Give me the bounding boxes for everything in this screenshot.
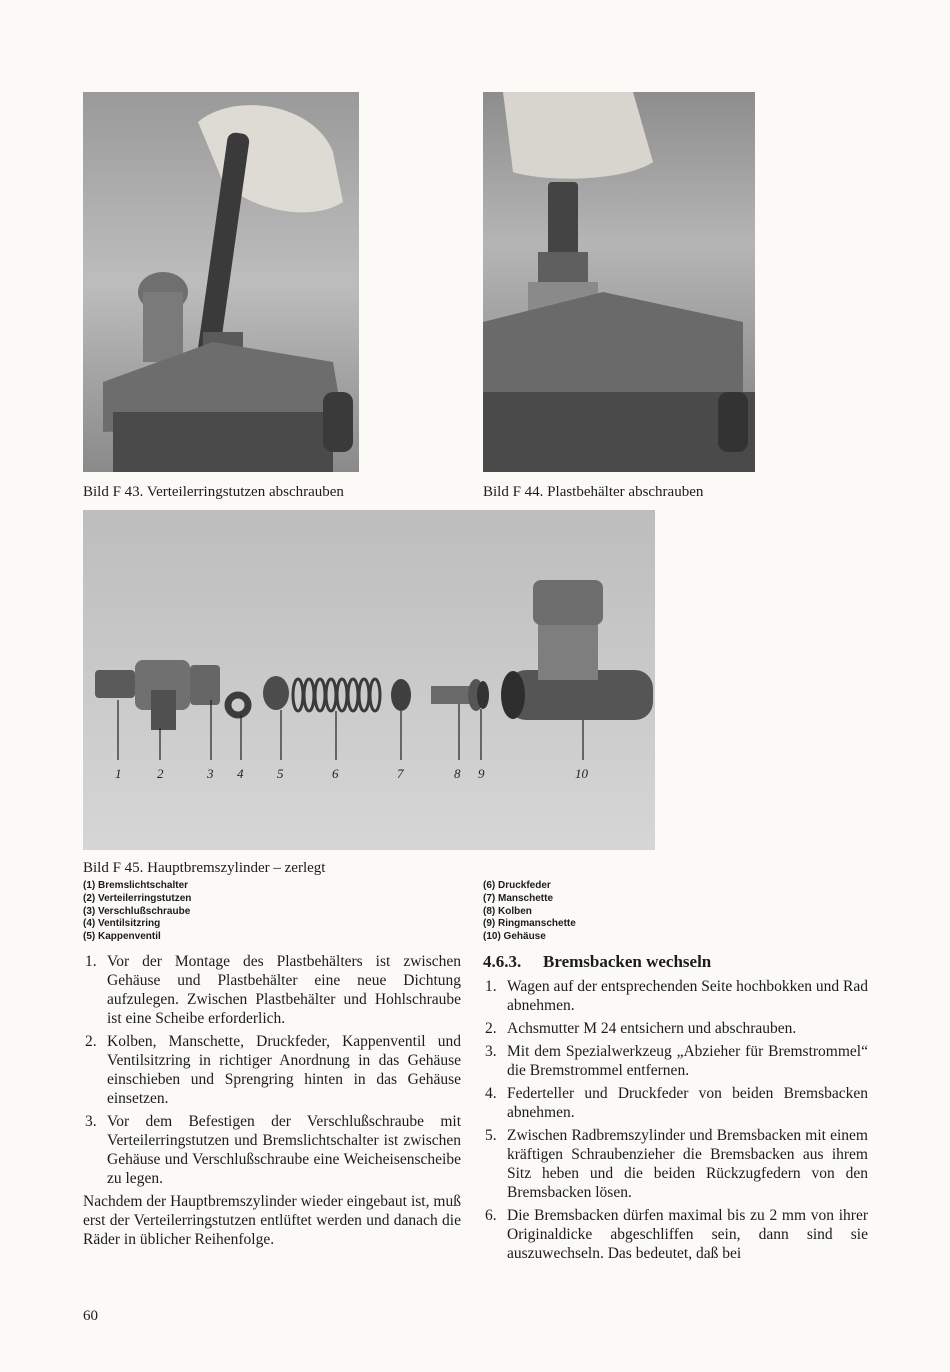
list-item bbox=[483, 1206, 868, 1263]
list-item-number: 2. bbox=[85, 1033, 97, 1050]
section-number: 4.6.3. bbox=[483, 952, 522, 971]
part-label-6: 6 bbox=[332, 766, 339, 781]
photo-f45-drawing bbox=[83, 510, 655, 850]
legend-item: (7) Manschette bbox=[483, 892, 554, 904]
part-label-8: 8 bbox=[454, 766, 461, 781]
list-item bbox=[483, 1042, 868, 1080]
section-title: Bremsbacken wechseln bbox=[543, 952, 712, 971]
caption-f43: Bild F 43. Verteilerringstutzen abschrauben bbox=[83, 484, 344, 500]
legend-item: (8) Kolben bbox=[483, 905, 532, 917]
list-item-text: Vor der Montage des Plastbehälters ist zwischen Gehäuse und Plastbehälter eine neue Dichtung aufzulegen. Zwischen Plastbehälter und Hohlschraube ist eine Scheibe erforderlich. bbox=[107, 953, 461, 1027]
photo-f45 bbox=[83, 510, 655, 850]
part-label-1: 1 bbox=[115, 766, 122, 781]
list-item-number: 3. bbox=[485, 1043, 497, 1060]
closing-paragraph: Nachdem der Hauptbremszylinder wieder eingebaut ist, muß erst der Verteilerringstutzen entlüftet werden und danach die Räder in üblicher Reihenfolge. bbox=[83, 1193, 461, 1248]
photo-f44-drawing bbox=[483, 92, 755, 472]
legend-item: (10) Gehäuse bbox=[483, 931, 546, 943]
legend-item: (1) Bremslichtschalter bbox=[83, 880, 189, 891]
list-item-number: 1. bbox=[85, 953, 97, 970]
caption-f44: Bild F 44. Plastbehälter abschrauben bbox=[483, 484, 704, 500]
list-item bbox=[483, 1084, 868, 1122]
list-item-number: 5. bbox=[485, 1127, 497, 1144]
list-item-number: 2. bbox=[485, 1020, 497, 1037]
list-item bbox=[83, 1112, 461, 1188]
legend-item: (4) Ventilsitzring bbox=[83, 918, 161, 930]
part-label-10: 10 bbox=[575, 766, 588, 781]
part-label-4: 4 bbox=[237, 766, 244, 781]
list-item bbox=[483, 1126, 868, 1202]
list-item bbox=[483, 1019, 868, 1038]
list-item-text: Die Bremsbacken dürfen maximal bis zu 2 mm von ihrer Originaldicke abgeschliffen sein, dann sind sie auszuwechseln. Das bedeutet, daß bei bbox=[507, 1207, 868, 1262]
legend-item: (6) Druckfeder bbox=[483, 880, 551, 891]
list-item-text: Vor dem Befestigen der Verschlußschraube mit Verteilerringstutzen und Bremslichtschalter ist zwischen Gehäuse und Verschlußschraube eine Weicheisenscheibe zu legen. bbox=[107, 1113, 461, 1187]
part-label-3: 3 bbox=[207, 766, 214, 781]
list-item-text: Mit dem Spezialwerkzeug „Abzieher für Bremstrommel“ die Bremstrommel entfernen. bbox=[507, 1043, 868, 1079]
legend-item: (3) Verschlußschraube bbox=[83, 905, 191, 917]
caption-f45: Bild F 45. Hauptbremszylinder – zerlegt bbox=[83, 860, 326, 876]
list-item-number: 4. bbox=[485, 1085, 497, 1102]
part-label-5: 5 bbox=[277, 766, 284, 781]
page-number: 60 bbox=[83, 1308, 98, 1324]
part-label-2: 2 bbox=[157, 766, 164, 781]
list-item-number: 6. bbox=[485, 1207, 497, 1224]
part-label-7: 7 bbox=[397, 766, 404, 781]
list-item-text: Zwischen Radbremszylinder und Bremsbacken mit einem kräftigen Schraubenzieher die Bremsbacken aus ihrem Sitz heben und die beiden Rückzugfedern von den Bremsbacken lösen. bbox=[507, 1127, 868, 1201]
list-item-text: Kolben, Manschette, Druckfeder, Kappenventil und Ventilsitzring in richtiger Anordnung in das Gehäuse einschieben und Sprengring hinten in das Gehäuse einsetzen. bbox=[107, 1033, 461, 1107]
section-heading bbox=[483, 952, 868, 971]
list-item bbox=[483, 977, 868, 1015]
legend-item: (5) Kappenventil bbox=[83, 931, 161, 943]
list-item bbox=[83, 952, 461, 1028]
photo-f43-drawing bbox=[83, 92, 359, 472]
list-item-number: 3. bbox=[85, 1113, 97, 1130]
list-item-text: Federteller und Druckfeder von beiden Bremsbacken abnehmen. bbox=[507, 1085, 868, 1121]
part-label-9: 9 bbox=[478, 766, 485, 781]
list-item bbox=[83, 1032, 461, 1108]
legend-left bbox=[83, 880, 191, 944]
photo-f44 bbox=[483, 92, 755, 472]
legend-item: (2) Verteilerringstutzen bbox=[83, 892, 192, 904]
list-item-text: Achsmutter M 24 entsichern und abschrauben. bbox=[507, 1020, 797, 1037]
legend-item: (9) Ringmanschette bbox=[483, 918, 576, 930]
legend-right bbox=[483, 880, 576, 944]
list-item-text: Wagen auf der entsprechenden Seite hochbokken und Rad abnehmen. bbox=[507, 978, 868, 1014]
right-column bbox=[483, 952, 868, 1267]
photo-f43 bbox=[83, 92, 359, 472]
left-column bbox=[83, 952, 461, 1249]
list-item-number: 1. bbox=[485, 978, 497, 995]
